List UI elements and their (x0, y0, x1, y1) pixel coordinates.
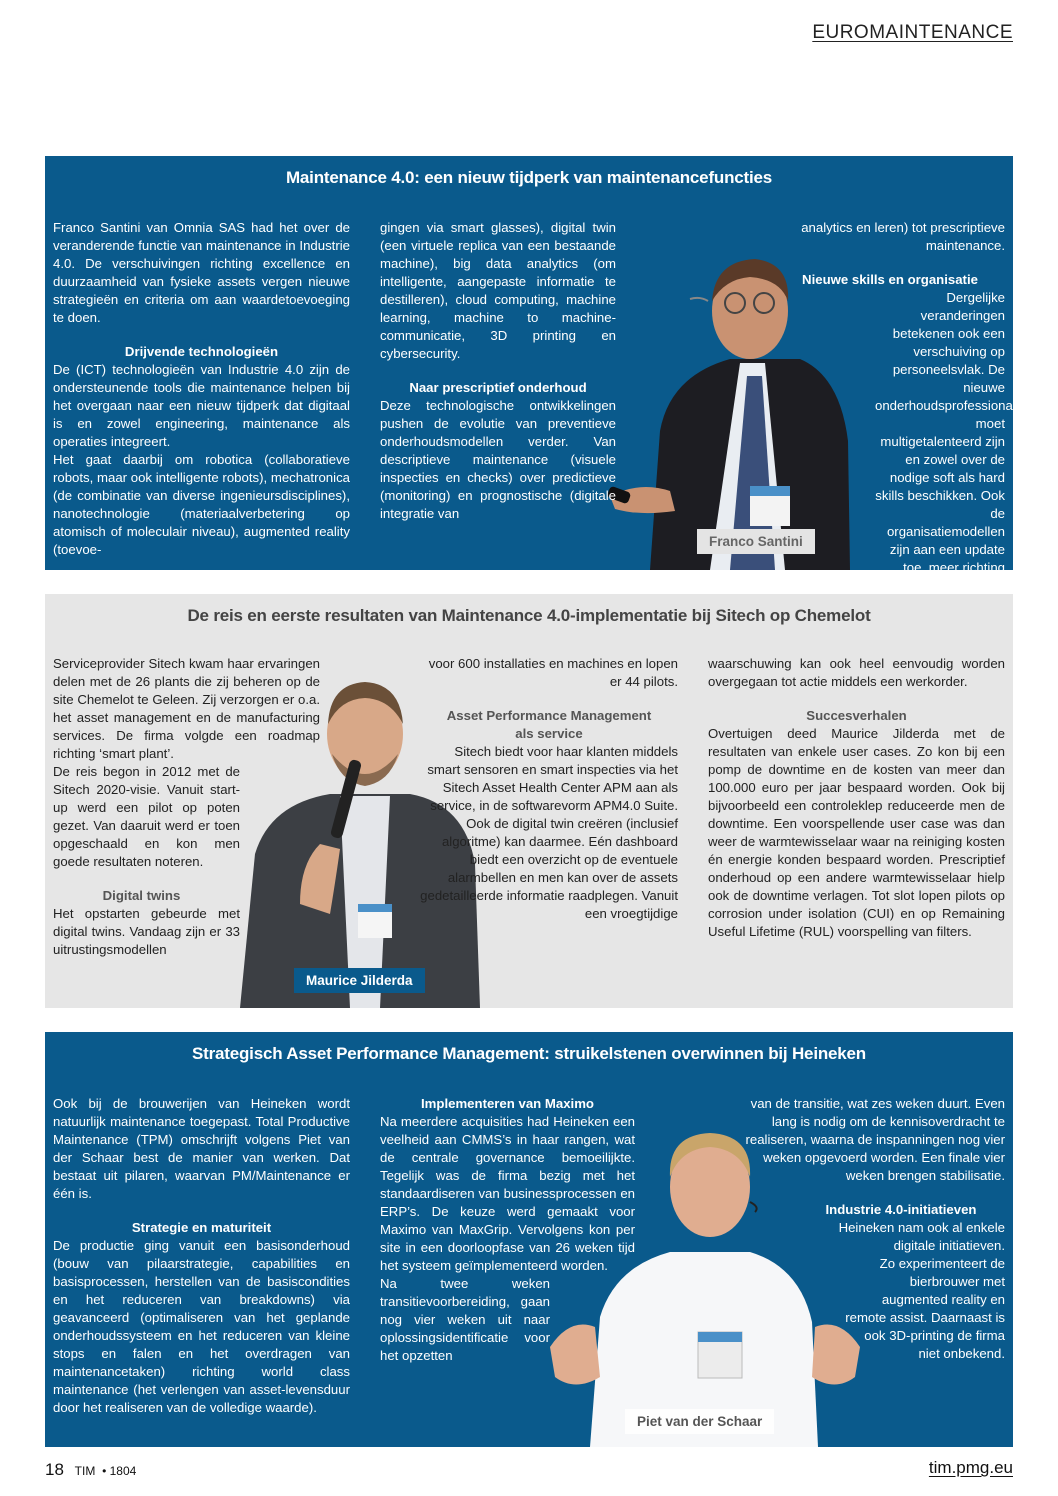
paragraph: waarschuwing kan ook heel eenvoudig worden overgegaan tot actie middels een werkorder. (708, 656, 1005, 689)
column-1 (53, 655, 320, 959)
website-link[interactable]: tim.pmg.eu (928, 1458, 1013, 1477)
paragraph: van de transitie, wat zes weken duurt. Even lang is nodig om de kennisoverdracht te realiseren, waarna de inspanningen nog vier weken opgevoerd worden. Een finale vier weken brengen stabilisatie. (745, 1096, 1005, 1183)
paragraph: Deze technologische ontwikkelingen pushen de evolutie van preventieve onderhoudsmodellen verder. Van descriptieve maintenance (visuele inspecties en checks) over predictieve (monitoring) en prognostische (digitale integratie van (380, 398, 616, 521)
column-2 (380, 1095, 635, 1365)
subheading: Asset Performance Management als service (446, 708, 652, 741)
paragraph: voor 600 installaties en machines en lopen er 44 pilots. (428, 656, 678, 689)
subheading: Digital twins (102, 888, 181, 903)
paragraph: Franco Santini van Omnia SAS had het over de veranderende functie van maintenance in Industrie 4.0. De verschuivingen richting excellence en duurzaamheid van fysieke assets vergen nieuwe strategieën en criteria om aan waardetoevoeging te doen. (53, 220, 350, 325)
paragraph: De productie ging vanuit een basisonderhoud (bouw van pilaarstrategie, capabilities en basisprocessen, herstellen van de basiscondities en het reduceren van breakdowns) via geavanceerd (optimaliseren van het geplande onderhoudssysteem en het reduceren van kleine stops en falen en het overdragen van maintenancetaken) richting world class maintenance (het verlengen van asset-levensduur door het realiseren van de volledige waarde). (53, 1238, 350, 1415)
article-sitech-chemelot (45, 594, 1013, 1008)
paragraph: Ook bij de brouwerijen van Heineken wordt natuurlijk maintenance toegepast. Total Productive Maintenance (TPM) omschrijft volgens Piet van der Schaar best de manier van werken. Dat bestaat uit pilaren, waarvan PM/Maintenance er één is. (53, 1096, 350, 1201)
paragraph: Dergelijke veranderingen betekenen ook een verschuiving op personeelsvlak. De nieuwe onderhoudsprofessional moet multigetalenteerd zijn en zowel over de nodige soft als hard skills beschikken. Ook de organisatiemodellen zijn aan een update toe, meer richting servitization (875, 290, 1016, 593)
column-1 (53, 219, 350, 559)
paragraph: Sitech biedt voor haar klanten middels smart sensoren en smart inspecties via het Sitech Asset Health Center APM aan als service, in de softwarevorm APM4.0 Suite. Ook de digital twin creëren (inclusief algoritme) kan daarmee. Eén dashboard biedt een overzicht op de eventuele alarmbellen en men kan over de assets gedetailleerde informatie raadplegen. Vanuit een vroegtijdige (420, 744, 678, 921)
photo-caption: Maurice Jilderda (294, 968, 425, 993)
column-3 (735, 219, 1016, 613)
paragraph: Zo experimenteert de bierbrouwer met augmented reality en remote assist. Daarnaast is ook 3D-printing de firma niet onbekend. (845, 1256, 1005, 1361)
paragraph: Serviceprovider Sitech kwam haar ervaringen delen met de 26 plants die zij beheren op de site Chemelot te Geleen. Zij verzorgen er o.a. het asset management en de manufacturing services. De firma volgde een roadmap richting ‘smart plant’. (53, 656, 320, 761)
column-3 (708, 655, 1005, 941)
column-2 (420, 655, 678, 923)
photo-caption: Piet van der Schaar (625, 1409, 774, 1434)
article-title: Strategisch Asset Performance Management: struikelstenen overwinnen bij Heineken (192, 1044, 866, 1063)
subheading: Implementeren van Maximo (421, 1096, 594, 1111)
photo-caption: Franco Santini (697, 529, 815, 554)
article-heineken (45, 1032, 1013, 1447)
subheading: Drijvende technologieën (124, 344, 279, 359)
article-title: De reis en eerste resultaten van Maintenance 4.0-implementatie bij Sitech op Chemelot (187, 606, 871, 625)
column-1 (53, 1095, 350, 1417)
issue-number: • 1804 (102, 1464, 137, 1478)
paragraph: Na meerdere acquisities had Heineken een veelheid aan CMMS’s in haar rangen, wat de centrale governance bemoeilijkte. Tegelijk was de firma bezig met het standaardiseren van businessprocessen en ERP’s. De keuze werd gemaakt voor Maximo van MaxGrip. Vervolgens kon per site in een doorloopfase van 26 weken tijd het systeem geïmplementeerd worden. (380, 1114, 635, 1273)
paragraph: De (ICT) technologieën van Industrie 4.0 zijn de ondersteunende tools die maintenance helpen bij het overgaan naar een nieuw tijdperk dat digitaal is en zowel engineering, maintenance als operaties integreert. (53, 362, 350, 449)
paragraph: De reis begon in 2012 met de Sitech 2020-visie. Vanuit start-up werd een pilot op poten gezet. Van daaruit werd er toen opgeschaald en kon men goede resultaten noteren. (53, 764, 240, 869)
page-footer (45, 1460, 136, 1480)
paragraph: Na twee weken transitievoorbereiding, gaan nog vier weken uit naar oplossingsidentificatie voor het opzetten (380, 1276, 550, 1363)
article-title: Maintenance 4.0: een nieuw tijdperk van maintenancefuncties (285, 168, 773, 187)
subheading: Strategie en maturiteit (131, 1220, 272, 1235)
column-2 (380, 219, 616, 523)
column-3 (727, 1095, 1005, 1363)
subheading: Naar prescriptief onderhoud (409, 380, 587, 395)
section-tag: EUROMAINTENANCE (812, 22, 1013, 43)
paragraph: gingen via smart glasses), digital twin (een virtuele replica van een bestaande machine), big data analytics (om intelligente, aangepaste informatie te destilleren), cloud computing, machine learning, machine to machine-communicatie, 3D printing en cybersecurity. (380, 220, 616, 361)
subheading: Industrie 4.0-initiatieven (825, 1202, 977, 1217)
paragraph: Heineken nam ook al enkele digitale initiatieven. (838, 1220, 1005, 1253)
page-number: 18 (45, 1460, 64, 1479)
paragraph: Overtuigen deed Maurice Jilderda met de resultaten van enkele user cases. Zo kon bij een pomp de downtime en de kosten van meer dan 100.000 euro per jaar bespaard worden. Ook bij bijvoorbeeld een controleklep reduceerde men de downtime. Een voorspellende user case was dan weer de warmtewisselaar waar na reiniging kosten én energie konden bespaard worden. Prescriptief onderhoud op een andere warmtewisselaar hielp ook de downtime verlagen. Tot slot lopen pilots op corrosion under isolation (CUI) en op Remaining Useful Lifetime (RUL) voorspelling van filters. (708, 726, 1005, 939)
article-maintenance-40 (45, 156, 1016, 593)
paragraph: analytics en leren) tot prescriptieve maintenance. (801, 220, 1005, 253)
paragraph: Het opstarten gebeurde met digital twins. Vandaag zijn er 33 uitrustingsmodellen (53, 906, 240, 957)
subheading: Succesverhalen (806, 708, 907, 723)
paragraph: Het gaat daarbij om robotica (collaboratieve robots, maar ook intelligente robots), mechatronica (de combinatie van diverse ingenieursdisciplines), nanotechnologie (materiaalverbetering op atomisch of moleculair niveau), augmented reality (toevoe- (53, 452, 350, 557)
publication-name: TIM (74, 1464, 96, 1478)
subheading: Nieuwe skills en organisatie (802, 272, 978, 287)
